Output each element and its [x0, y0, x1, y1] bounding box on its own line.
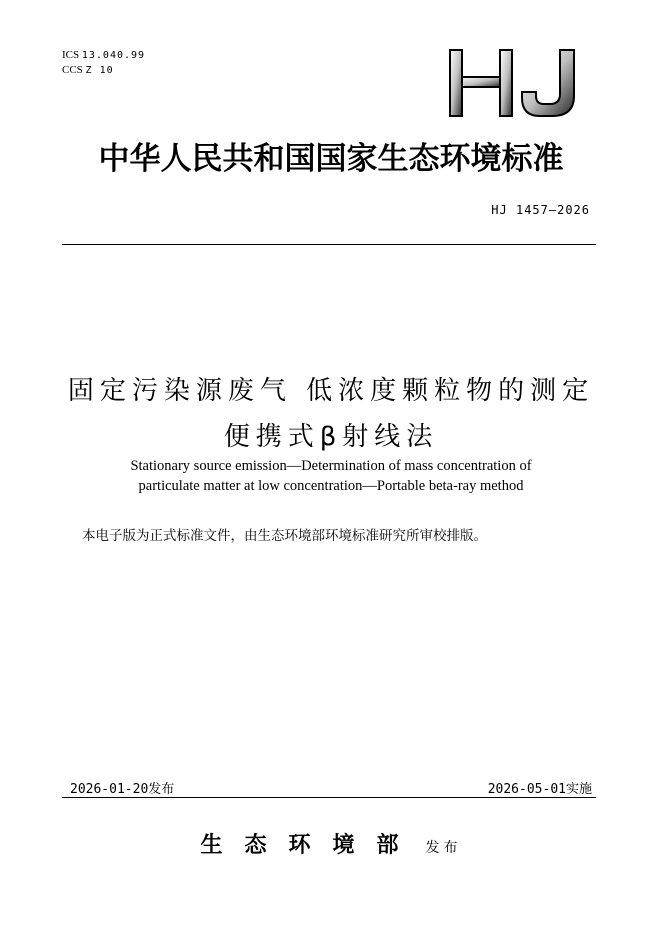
ccs-code: Z 10 — [85, 65, 114, 76]
chinese-title-line-2: 便携式β射线法 — [223, 422, 439, 452]
ccs-line — [62, 63, 145, 78]
effective-label: 实施 — [565, 782, 592, 797]
effective-date-value: 2026-05-01 — [487, 782, 566, 797]
issue-label: 发布 — [148, 782, 175, 797]
bottom-divider — [62, 797, 596, 798]
issue-date — [70, 778, 174, 797]
publisher-line — [0, 828, 662, 859]
top-divider — [62, 244, 596, 245]
issue-date-value: 2026-01-20 — [70, 782, 149, 797]
electronic-version-notice: 本电子版为正式标准文件，由生态环境部环境标准研究所审校排版。 — [82, 528, 487, 544]
svg-text:HJ: HJ — [446, 48, 448, 49]
chinese-title-line-1: 固定污染源废气 低浓度颗粒物的测定 — [67, 376, 595, 406]
standard-number: HJ 1457—2026 — [491, 203, 590, 217]
ics-label: ICS — [62, 49, 80, 61]
classification-codes — [62, 48, 145, 78]
english-title-line-2: particulate matter at low concentration—Portable beta-ray method — [138, 478, 524, 494]
ics-line — [62, 48, 145, 63]
hj-logo — [446, 48, 580, 118]
ics-code: 13.040.99 — [81, 50, 146, 61]
ccs-label: CCS — [62, 64, 83, 76]
effective-date — [488, 778, 592, 797]
publisher-action: 发布 — [425, 840, 462, 856]
standard-type-title: 中华人民共和国国家生态环境标准 — [98, 141, 564, 177]
english-title-line-1: Stationary source emission—Determination of mass concentration of — [130, 458, 532, 474]
publisher-org: 生态环境部 — [200, 832, 421, 858]
